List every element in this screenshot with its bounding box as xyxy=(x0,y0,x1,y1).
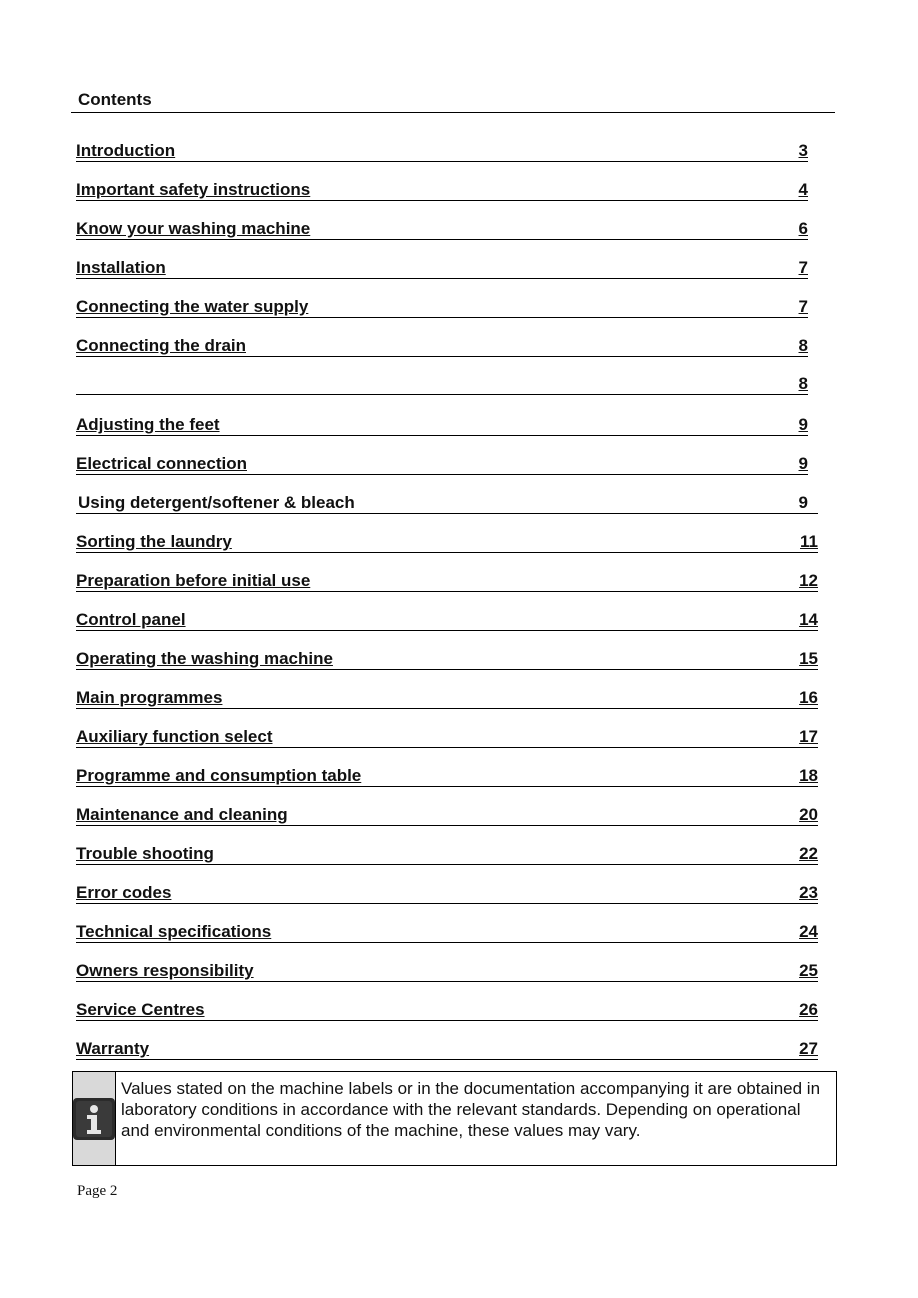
toc-entry-page[interactable]: 16 xyxy=(799,688,818,707)
toc-entry-page[interactable]: 3 xyxy=(798,141,808,160)
toc-entry-page[interactable]: 27 xyxy=(799,1039,818,1058)
toc-entry-owners-responsibility[interactable] xyxy=(76,957,818,982)
toc-entry-label[interactable]: Maintenance and cleaning xyxy=(76,805,288,824)
toc-entry-drain[interactable] xyxy=(76,332,808,357)
toc-entry-page[interactable]: 11 xyxy=(800,532,818,551)
toc-entry-label[interactable]: Warranty xyxy=(76,1039,150,1058)
toc-entry-page[interactable]: 9 xyxy=(798,493,808,512)
toc-entry-label[interactable]: Sorting the laundry xyxy=(76,532,232,551)
toc-entry-warranty[interactable] xyxy=(76,1035,818,1060)
toc-entry-label[interactable]: Introduction xyxy=(76,141,176,160)
toc-entry-label[interactable]: Important safety instructions xyxy=(76,180,311,199)
info-icon xyxy=(73,1098,115,1140)
toc-entry-page[interactable]: 23 xyxy=(799,883,818,902)
toc-entry-label[interactable]: Technical specifications xyxy=(76,922,272,941)
toc-entry-installation[interactable] xyxy=(76,254,808,279)
toc-entry-page[interactable]: 8 xyxy=(798,374,808,393)
toc-entry-service-centres[interactable] xyxy=(76,996,818,1021)
toc-entry-page[interactable]: 18 xyxy=(799,766,818,785)
toc-entry-know-machine[interactable] xyxy=(76,215,808,240)
toc-entry-page[interactable]: 12 xyxy=(799,571,818,590)
toc-entry-page[interactable]: 15 xyxy=(799,649,818,668)
toc-entry-page[interactable]: 24 xyxy=(799,922,818,941)
toc-entry-technical-specs[interactable] xyxy=(76,918,818,943)
info-notice-box xyxy=(72,1071,837,1166)
toc-entry-label[interactable]: Using detergent/softener & bleach xyxy=(78,493,355,512)
toc-entry-consumption-table[interactable] xyxy=(76,762,818,787)
toc-entry-electrical[interactable] xyxy=(76,450,808,475)
toc-entry-label[interactable]: Error codes xyxy=(76,883,172,902)
toc-entry-page[interactable]: 26 xyxy=(799,1000,818,1019)
toc-entry-label[interactable]: Main programmes xyxy=(76,688,223,707)
toc-entry-label[interactable]: Owners responsibility xyxy=(76,961,254,980)
toc-entry-label[interactable]: Preparation before initial use xyxy=(76,571,311,590)
toc-entry-page[interactable]: 8 xyxy=(798,336,808,355)
toc-entry-page[interactable]: 6 xyxy=(798,219,808,238)
toc-entry-label[interactable]: Control panel xyxy=(76,610,186,629)
toc-entry-label[interactable]: Service Centres xyxy=(76,1000,205,1019)
toc-entry-water-supply[interactable] xyxy=(76,293,808,318)
toc-entry-unlabeled[interactable] xyxy=(76,370,808,395)
toc-entry-preparation[interactable] xyxy=(76,567,818,592)
toc-entry-detergent[interactable] xyxy=(76,489,818,514)
toc-entry-label[interactable]: Adjusting the feet xyxy=(76,415,220,434)
toc-entry-page[interactable]: 20 xyxy=(799,805,818,824)
toc-entry-label[interactable]: Auxiliary function select xyxy=(76,727,273,746)
notice-icon-cell xyxy=(73,1072,116,1165)
toc-entry-label[interactable]: Connecting the drain xyxy=(76,336,246,355)
toc-entry-main-programmes[interactable] xyxy=(76,684,818,709)
toc-entry-trouble-shooting[interactable] xyxy=(76,840,818,865)
toc-entry-error-codes[interactable] xyxy=(76,879,818,904)
toc-entry-page[interactable]: 7 xyxy=(798,258,808,277)
toc-entry-label[interactable]: Know your washing machine xyxy=(76,219,311,238)
toc-entry-page[interactable]: 4 xyxy=(798,180,808,199)
toc-entry-label[interactable]: Programme and consumption table xyxy=(76,766,362,785)
toc-entry-label[interactable]: Electrical connection xyxy=(76,454,247,473)
toc-entry-page[interactable]: 9 xyxy=(798,415,808,434)
toc-entry-page[interactable]: 22 xyxy=(799,844,818,863)
toc-entry-feet[interactable] xyxy=(76,411,808,436)
toc-entry-page[interactable]: 9 xyxy=(798,454,808,473)
toc-entry-safety[interactable] xyxy=(76,176,808,201)
toc-entry-sorting[interactable] xyxy=(76,528,818,553)
toc-entry-operating[interactable] xyxy=(76,645,818,670)
toc-entry-maintenance[interactable] xyxy=(76,801,818,826)
title-divider xyxy=(71,112,835,113)
toc-entry-label[interactable]: Installation xyxy=(76,258,166,277)
toc-entry-auxiliary[interactable] xyxy=(76,723,818,748)
toc-entry-page[interactable]: 17 xyxy=(799,727,818,746)
toc-entry-page[interactable]: 25 xyxy=(799,961,818,980)
toc-entry-label[interactable]: Connecting the water supply xyxy=(76,297,309,316)
notice-text: Values stated on the machine labels or in the documentation accompanying it are obtained in laboratory conditions in accordance with the relevant standards. Depending on operational and environmental conditions of the machine, these values may vary. xyxy=(121,1079,821,1140)
toc-entry-control-panel[interactable] xyxy=(76,606,818,631)
page-title: Contents xyxy=(78,90,152,109)
toc-entry-page[interactable]: 7 xyxy=(798,297,808,316)
toc-entry-introduction[interactable] xyxy=(76,137,808,162)
toc-entry-label[interactable]: Operating the washing machine xyxy=(76,649,333,668)
toc-entry-label[interactable]: Trouble shooting xyxy=(76,844,214,863)
page-number: Page 2 xyxy=(77,1183,118,1199)
toc-entry-page[interactable]: 14 xyxy=(799,610,818,629)
